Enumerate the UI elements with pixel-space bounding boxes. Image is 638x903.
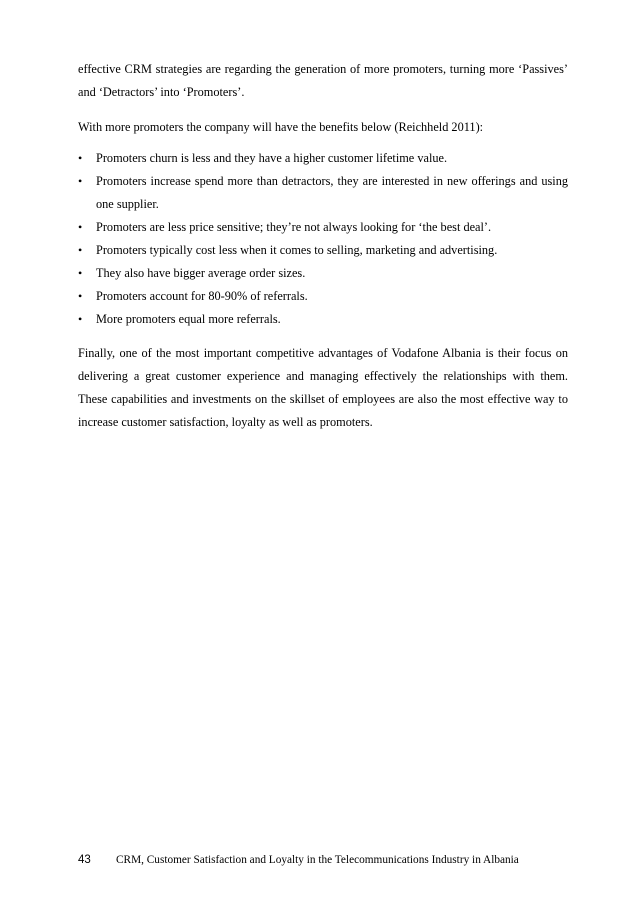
list-item: [78, 147, 568, 170]
list-item-text: They also have bigger average order sizes.: [96, 266, 306, 280]
list-item: [78, 262, 568, 285]
list-item-text: More promoters equal more referrals.: [96, 312, 281, 326]
list-item-text: Promoters churn is less and they have a higher customer lifetime value.: [96, 151, 448, 165]
list-item: [78, 239, 568, 262]
body-text: [78, 58, 568, 434]
list-item-text: Promoters typically cost less when it comes to selling, marketing and advertising.: [96, 243, 498, 257]
footer-title: CRM, Customer Satisfaction and Loyalty in the Telecommunications Industry in Albania: [116, 854, 519, 866]
paragraph-benefits-intro: With more promoters the company will have the benefits below (Reichheld 2011):: [78, 120, 484, 134]
paragraph-conclusion: Finally, one of the most important competitive advantages of Vodafone Albania is their focus on delivering a great customer experience and managing effectively the relationships with them. These capabilities and investments on the skillset of employees are also the most effective way to increase customer satisfaction, loyalty as well as promoters.: [78, 346, 568, 429]
list-item-text: Promoters increase spend more than detractors, they are interested in new offerings and using one supplier.: [96, 174, 568, 211]
list-item: [78, 285, 568, 308]
bullet-icon: •: [78, 174, 83, 188]
bullet-icon: •: [78, 312, 83, 326]
bullet-icon: •: [78, 243, 83, 257]
list-item: [78, 216, 568, 239]
list-item-text: Promoters account for 80-90% of referrals.: [96, 289, 308, 303]
list-item: [78, 308, 568, 331]
bullet-icon: •: [78, 220, 83, 234]
benefits-list: [78, 147, 568, 331]
list-item: [78, 170, 568, 216]
page-number: 43: [78, 854, 91, 866]
bullet-icon: •: [78, 266, 83, 280]
bullet-icon: •: [78, 289, 83, 303]
list-item-text: Promoters are less price sensitive; they’re not always looking for ‘the best deal’.: [96, 220, 492, 234]
bullet-icon: •: [78, 151, 83, 165]
paragraph-crm-strategies: effective CRM strategies are regarding the generation of more promoters, turning more ‘Passives’ and ‘Detractors’ into ‘Promoters’.: [78, 62, 568, 99]
